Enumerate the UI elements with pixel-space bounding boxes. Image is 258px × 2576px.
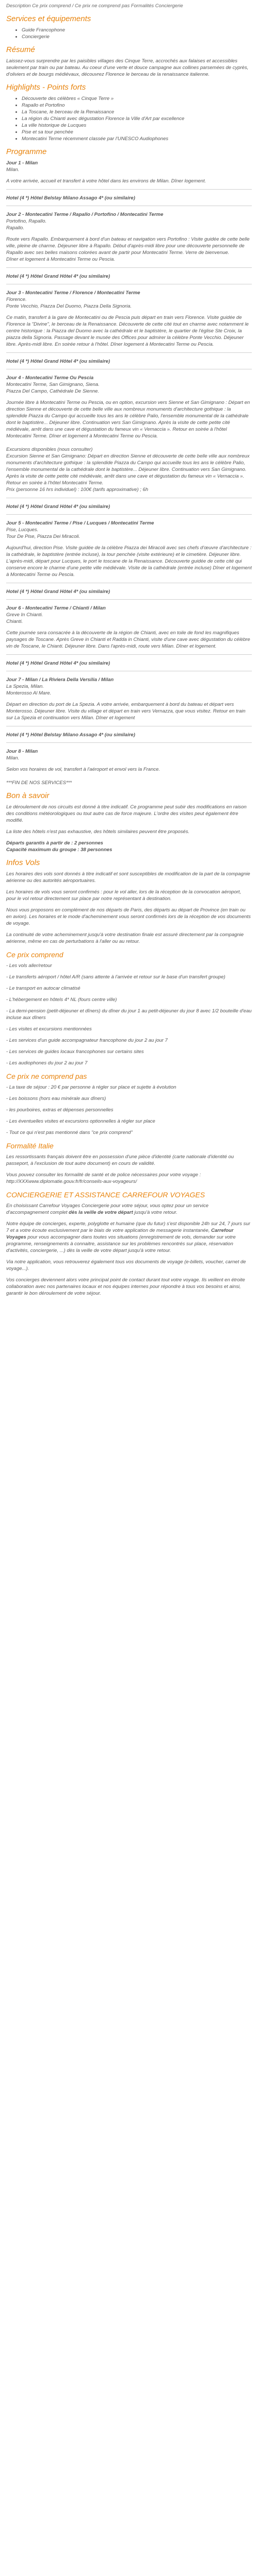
bon-savoir-title: Bon à savoir bbox=[6, 791, 50, 800]
resume-title: Résumé bbox=[6, 45, 35, 54]
programme-title: Programme bbox=[6, 147, 47, 156]
day-places: Milan. bbox=[6, 755, 20, 761]
ne-comprend-item: - Les éventuelles visites et excursions optionnelles à régler sur place bbox=[6, 1118, 155, 1124]
infos-vols-text: Nous vous proposons en complément de nos départs de Paris, des départs au départ de Province (en train ou en avion). Les horaires et le mode d'acheminement vous seront confirmés lors de la réception de vos documents de voyage. bbox=[6, 907, 251, 926]
services-title: Services et équipements bbox=[6, 14, 91, 23]
comprend-item: - L'hébergement en hôtels 4* NL (fours centre ville) bbox=[6, 997, 117, 1003]
day-hotel: Hotel (4 *) Hôtel Belstay Milano Assago 4* (ou similaire) bbox=[6, 732, 135, 738]
infos-vols-text: La continuité de votre acheminement jusqu'à votre destination finale est assuré directement par la compagnie aérienne, même en cas de perturbations à l'aller ou au retour. bbox=[6, 932, 244, 944]
comprend-item: - Les services de guides locaux francophones sur certains sites bbox=[6, 1049, 144, 1055]
day-description: Selon vos horaires de vol, transfert à l'aéroport et envol vers la France. ***FIN DE NOS SERVICES*** bbox=[6, 767, 160, 786]
comprend-item: - Le transport en autocar climatisé bbox=[6, 986, 80, 991]
list-item: • Pise et sa tour penchée bbox=[22, 129, 252, 135]
comprend-item: - Les services d'un guide accompagnateur francophone du jour 2 au jour 7 bbox=[6, 1038, 168, 1043]
day-title: Jour 2 - Montecatini Terme / Rapallo / Portofino / Montecatini Terme bbox=[6, 212, 164, 217]
day-title: Jour 5 - Montecatini Terme / Pise / Lucques / Montecatini Terme bbox=[6, 520, 154, 526]
comprend-title: Ce prix comprend bbox=[6, 951, 63, 959]
ne-comprend-title: Ce prix ne comprend pas bbox=[6, 1072, 87, 1080]
day-places: Milan. bbox=[6, 167, 20, 173]
programme-day bbox=[6, 375, 252, 515]
comprend-item: - La demi-pension (petit-déjeuner et dîners) du dîner du jour 1 au petit-déjeuner du jour 8 avec 1/2 bouteille d'eau incluse aux dîners bbox=[6, 1008, 252, 1021]
infos-vols-title: Infos Vols bbox=[6, 858, 40, 867]
day-hotel: Hotel (4 *) Hôtel Belstay Milano Assago 4* (ou similaire) bbox=[6, 195, 135, 201]
list-item: • La Toscane, le berceau de la Renaissance bbox=[22, 109, 252, 115]
ne-comprend-item: - les pourboires, extras et dépenses personnelles bbox=[6, 1107, 114, 1113]
formalite-title: Formalité Italie bbox=[6, 1142, 54, 1150]
list-item: • Conciergerie bbox=[22, 33, 252, 40]
day-description: Route vers Rapallo. Embarquement à bord d'un bateau et navigation vers Portofino : Visite guidée de cette belle ville, pleine de charme. Déjeuner libre à Rapallo. Début d'après-midi libre pour une découverte personnelle de Rapallo avec ses belles maisons colorées avant de partir pour Montecatini Terme. Verre de bienvenue. Dîner et logement à Montecatini Terme ou Pescia. bbox=[6, 236, 250, 262]
intro-line: Description Ce prix comprend / Ce prix ne comprend pas Formalités Conciergerie bbox=[6, 3, 183, 9]
day-hotel: Hotel (4 *) Hôtel Grand Hôtel 4* (ou similaire) bbox=[6, 660, 110, 666]
programme-day bbox=[6, 160, 252, 206]
divider bbox=[6, 742, 252, 743]
programme-day bbox=[6, 605, 252, 671]
highlights-title: Highlights - Points forts bbox=[6, 83, 86, 92]
ne-comprend-item: - Les boissons (hors eau minérale aux dîners) bbox=[6, 1096, 106, 1101]
day-description: A votre arrivée, accueil et transfert à votre hôtel dans les environs de Milan. Dîner logement. bbox=[6, 178, 206, 184]
highlights-list bbox=[6, 95, 252, 142]
conciergerie-text-1: En choisissant Carrefour Voyages Conciergerie pour votre séjour, vous optez pour un service d'accompagnement complet dès la veille de votre départ jusqu'à votre retour. bbox=[6, 1203, 208, 1215]
list-item: • Guide Francophone bbox=[22, 27, 252, 33]
list-item: • Rapallo et Portofino bbox=[22, 102, 252, 109]
services-list bbox=[6, 27, 252, 40]
conciergerie-text-3: Via notre application, vous retrouverez également tous vos documents de voyage (e-billets, voucher, carnet de voyage...). bbox=[6, 1259, 246, 1272]
divider bbox=[6, 514, 252, 515]
divider bbox=[6, 267, 252, 268]
list-item: • Montecatini Terme récemment classée par l'UNESCO Audiophones bbox=[22, 135, 252, 142]
capacite-max: Capacité maximum du groupe : 38 personnes bbox=[6, 847, 112, 853]
programme-day bbox=[6, 290, 252, 369]
day-title: Jour 3 - Montecatini Terme / Florence / Montecatini Terme bbox=[6, 290, 140, 296]
formalite-text: Vous pouvez consulter les formalité de santé et de police nécessaires pour votre voyage : http://XXXwww.diplomatie.gouv.fr/fr/conseils-aux-voyageurs/ bbox=[6, 1172, 201, 1184]
day-title: Jour 8 - Milan bbox=[6, 749, 38, 754]
day-title: Jour 4 - Montecatini Terme Ou Pescia bbox=[6, 375, 94, 381]
divider bbox=[6, 352, 252, 353]
day-description: Ce matin, transfert à la gare de Montecatini ou de Pescia puis départ en train vers Florence. Visite guidée de Florence la "Divine", le berceau de la Renaissance. Découverte de cette cité tout en charme avec notamment le centre historique : la Piazza del Duomo avec la cathédrale et le baptistère, le quartier de l'église Ste Croix, la piazza della Signoria. Passage devant le musée des Offices pour admirer la célèbre Ponte Vecchio. Déjeuner libre. Après-midi libre. En soirée retour à l'hôtel. Dîner logement à Montecatini Terme ou Pescia. bbox=[6, 315, 249, 347]
day-places: La Spezia, Milan. Monterosso Al Mare. bbox=[6, 684, 52, 696]
day-hotel: Hotel (4 *) Hôtel Grand Hôtel 4* (ou similaire) bbox=[6, 274, 110, 279]
programme-day bbox=[6, 211, 252, 284]
infos-vols-text: Les horaires des vols sont donnés à titre indicatif et sont susceptibles de modification de la part de la compagnie aérienne ou des autorités aéroportuaires. bbox=[6, 871, 250, 884]
programme-days bbox=[6, 160, 252, 786]
ne-comprend-item: - La taxe de séjour : 20 € par personne à régler sur place et sujette à évolution bbox=[6, 1084, 176, 1090]
conciergerie-text-2: Notre équipe de concierges, experte, polyglotte et humaine (que du futur) s'est disponible 24h sur 24, 7 jours sur 7 et a votre écoute exclusivement par le biais de votre application de messagerie instantanée, Carrefour Voyages pour vous accompagner dans toutes vos situations (enregistrement de vols, demander sur votre programme, renseignements à connaitre, assistance sur les problèmes rencontrés sur place, réservation d'activités, conciergerie, ...) dès la veille de votre départ jusqu'à votre retour. bbox=[6, 1221, 250, 1253]
day-hotel: Hotel (4 *) Hôtel Grand Hôtel 4* (ou similaire) bbox=[6, 359, 110, 364]
programme-day bbox=[6, 520, 252, 600]
programme-day bbox=[6, 748, 252, 786]
day-title: Jour 6 - Montecatini Terme / Chianti / Milan bbox=[6, 605, 106, 611]
formalite-text: Les ressortissants français doivent être en possession d'une pièce d'identité (carte nationale d'identité ou passeport, à l'exclusion de tout autre document) en cours de validité. bbox=[6, 1154, 234, 1166]
day-description: Départ en direction du port de La Spezia. A votre arrivée, embarquement à bord du bateau et départ vers Monterosso. Déjeuner libre. Visite du village et départ en train vers Vernazza, que vous visitez. Retour en train sur La Spezia et continuation vers Milan. Dîner et logement bbox=[6, 702, 246, 721]
day-hotel: Hotel (4 *) Hôtel Grand Hôtel 4* (ou similaire) bbox=[6, 589, 110, 595]
day-places: Florence. Ponte Vecchio, Piazza Del Duomo, Piazza Della Signoria. bbox=[6, 297, 132, 309]
day-places: Greve In Chianti. Chianti. bbox=[6, 612, 43, 624]
conciergerie-text-4: Vos concierges deviennent alors votre principal point de contact durant tout votre voyage. Ils veillent en étroite collaboration avec nos partenaires locaux et nos équipes internes pour répondre à tous vos besoins et ainsi, garantir le bon déroulement de votre séjour. bbox=[6, 1277, 245, 1296]
list-item: • Découverte des célèbres « Cinque Terre » bbox=[22, 95, 252, 102]
divider bbox=[6, 599, 252, 600]
day-hotel: Hotel (4 *) Hôtel Grand Hôtel 4* (ou similaire) bbox=[6, 504, 110, 510]
bon-savoir-text: La liste des hôtels n'est pas exhaustive, des hôtels similaires peuvent être proposés. bbox=[6, 829, 190, 835]
divider bbox=[6, 654, 252, 655]
list-item: • La ville historique de Lucques bbox=[22, 122, 252, 129]
comprend-item: - Les vols aller/retour bbox=[6, 963, 52, 969]
infos-vols-text: Les horaires de vols vous seront confirmés : pour le vol aller, lors de la réception de la convocation aéroport, pour le vol retour directement sur place par notre représentant à destination. bbox=[6, 889, 241, 902]
programme-day bbox=[6, 676, 252, 743]
comprend-item: - Les audiophones du jour 2 au jour 7 bbox=[6, 1060, 88, 1066]
resume-text: Laissez-vous surprendre par les paisibles villages des Cinque Terre, accrochés aux falaises et accessibles seulement par train ou par bateau. Au coeur d'une verte et douce campagne aux collines parsemées de cyprès, d'oliviers et de bourgs médiévaux, découvrez Florence le berceau de la renaissance italienne. bbox=[6, 58, 249, 77]
ne-comprend-item: - Tout ce qui n'est pas mentionné dans "ce prix comprend" bbox=[6, 1130, 133, 1136]
departs-garantis: Départs garantis à partir de : 2 personnes bbox=[6, 840, 103, 846]
day-places: Portofino, Rapallo. Rapallo. bbox=[6, 218, 47, 231]
divider bbox=[6, 189, 252, 190]
list-item: • La région du Chianti avec dégustation Florence la Ville d'Art par excellence bbox=[22, 115, 252, 122]
bon-savoir-text: Le déroulement de nos circuits est donné à titre indicatif. Ce programme peut subir des modifications en raison des conditions météorologiques ou tout autre cas de force majeure. L'ordre des visites peut également être modifié. bbox=[6, 804, 247, 823]
day-description: Cette journée sera consacrée à la découverte de la région de Chianti, avec en toile de fond les magnifiques paysages de Toscane. Après Greve in Chianti et Radda in Chianti, visite d'une cave avec dégustation du célèbre vin de Toscane, le Chianti. Déjeuner libre. Dans l'après-midi, route vers Milan. Dîner et logement. bbox=[6, 630, 250, 649]
conciergerie-title: CONCIERGERIE ET ASSISTANCE CARREFOUR VOYAGES bbox=[6, 1191, 205, 1199]
day-title: Jour 1 - Milan bbox=[6, 160, 38, 166]
day-places: Montecatini Terme, San Gimignano, Siena. Piazza Del Campo, Cathédrale De Sienne. bbox=[6, 382, 100, 394]
comprend-item: - Les visites et excursions mentionnées bbox=[6, 1026, 92, 1032]
day-description: Aujourd'hui, direction Pise. Visite guidée de la célèbre Piazza dei Miracoli avec ses chefs d'œuvre d'architecture : la cathédrale, le baptistère (entrée incluse), la tour penchée (visite extérieure) et le cimetière. Déjeuner libre. L'après-midi, départ pour Lucques, le port le toscane de la Renaissance. Découverte guidée de cette cité qui conserve encore le charme d'une petite ville médiévale. Visite de la cathédrale (entrée incluse) Dîner et logement à Montecatini Terme ou Pescia. bbox=[6, 545, 252, 578]
day-title: Jour 7 - Milan / La Riviera Della Versilia / Milan bbox=[6, 677, 114, 683]
comprend-item: - Le transferts aéroport / hôtel A/R (sans attente à l'arrivée et retour sur le base d'un transfert groupe) bbox=[6, 974, 225, 980]
day-places: Pise, Lucques. Tour De Pise, Piazza Dei Miracoli. bbox=[6, 527, 80, 539]
day-description: Journée libre à Montecatini Terme ou Pescia, ou en option, excursion vers Sienne et San Gimignano : Départ en direction Sienne et découverte de cette belle ville aux nombreux monuments d'architecture gothique : la splendide Piazza du Campo qui accueille tous les ans le célèbre Palio, l'ensemble monumental de la cathédrale dont le baptistère... Déjeuner libre. Continuation vers San Gimignano. Après la visite de cette petite cité médiévale, arrêt dans une cave et dégustation du fameux vin « Vernaccia ». Retour en soirée à l'hôtel Montecatini Terme. Dîner et logement à Montecatini Terme ou Pescia. Excursions disponibles (nous consulter) Excursion Sienne et San Gimignano: Départ en direction Sienne et découverte de cette belle ville aux nombreux monuments d'architecture gothique : la splendide Piazza du Campo qui accueille tous les ans le célèbre Palio, l'ensemble monumental de la cathédrale dont le baptistère... Déjeuner libre. Continuation vers San Gimignano. Après la visite de cette petite cité médiévale, arrêt dans une cave et dégustation du fameux vin « Vernaccia ». Retour en soirée à l'hôtel Montecatini Terme. Prix (personne 16 hrs individuel) : 100€ (tarifs approximative) ; 6h bbox=[6, 400, 250, 493]
